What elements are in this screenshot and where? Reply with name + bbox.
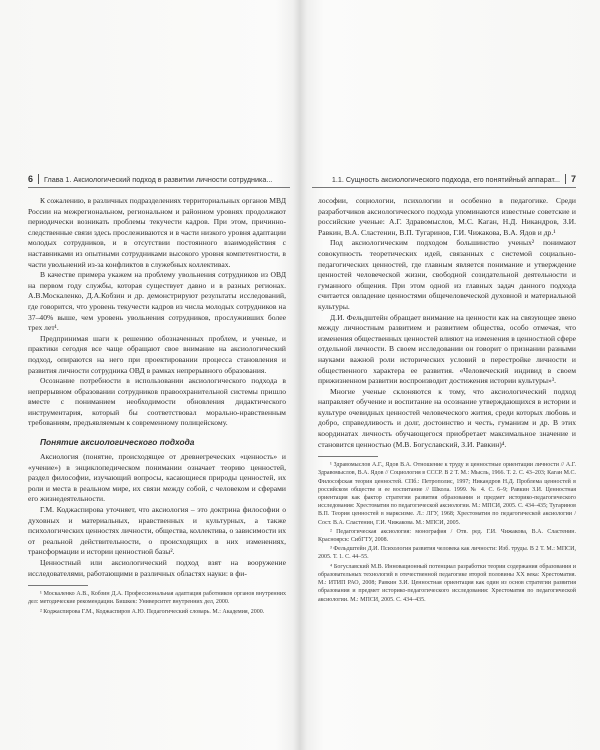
- left-page-body: [28, 196, 286, 617]
- body-paragraph: В качестве примера укажем на проблему увольнения сотрудников из ОВД на первом году службы, которая существует давно и в разных регионах. А.В.Москаленко, Д.А.Кобзин и др. демонстрируют результаты исследований, где говорится, что уровень текучести кадров из числа молодых сотрудников на 37–40% выше, чем уровень увольнения сотрудников, прослуживших более трех лет¹.: [28, 270, 286, 333]
- footnote-rule: [318, 456, 378, 457]
- footnote: ² Коджаспирова Г.М., Коджаспиров А.Ю. Педагогический словарь. М.: Академия, 2000.: [40, 608, 265, 615]
- footnote-rule: [28, 585, 88, 586]
- body-paragraph: Ценностный или аксиологический подход взят на вооружение исследователями, работающими в различных областях науки: в фи-: [28, 558, 286, 578]
- page-number-left: 6: [28, 174, 34, 184]
- body-paragraph: лософии, социологии, психологии и особенно в педагогике. Среди разработчиков аксиологического подхода упоминаются известные советские и российские ученые: А.Г. Здравомыслов, М.С. Каган, Н.Д. Никандров, З.И. Равкин, В.А. Сластенин, В.П. Тугаринов, Г.И. Чижакова, В.А. Ядов и др.¹: [318, 196, 576, 237]
- body-paragraph: К сожалению, в различных подразделениях территориальных органов МВД России на межрегиональном, региональном и районном уровнях продолжают периодически возникать проблемы текучести кадров. При этом, причинно-следственные связи здесь прослеживаются и в части низкого уровня адаптации молодых сотрудников, и в отсутствии постоянного взаимодействия с наставниками из опытными сотрудниками высокого уровня компетентности, в части увольнений из-за конфликтов в служебных коллективах.: [28, 196, 286, 269]
- left-page: [28, 178, 286, 740]
- running-head-title-left: Глава 1. Аксиологический подход в развитии личности сотрудника...: [44, 174, 273, 184]
- body-paragraph: Предпринимая шаги к решению обозначенных проблем, и ученые, и практики сегодня все чаще обращают свое внимание на аксиологический подход, опираются на него при проектировании процесса становления и развития личности сотрудника ОВД в рамках непрерывного образования.: [28, 333, 286, 375]
- footnote: ³ Фельдштейн Д.И. Психология развития человека как личности: Изб. труды. В 2 Т. М.: МПСИ, 2005. Т. 1. С. 44–55.: [318, 546, 576, 561]
- body-paragraph: Г.М. Коджаспирова уточняет, что аксиология – это доктрина философии о духовных и материальных, нравственных и культурных, а также психологических ценностях личности, общества, коллектива, о зависимости их от реальной действительности, о происходящих в них изменениях, трансформации и истории ценностной базы².: [28, 505, 286, 557]
- right-page-body: [318, 196, 576, 605]
- right-page: [318, 178, 576, 740]
- body-paragraph: Многие ученые склоняются к тому, что аксиологический подход направляет обучение и воспитание на осознание утверждающихся в истории и культуре очевидных ценностей человеческого жития, среди которых любовь и добро, справедливость и долг, достоинство и честь, гуманизм и др. В этих координатах личность обучающегося приобретает максимальное значение и становится ценностью (М.В. Богуславский, З.И. Равкин)⁴.: [318, 386, 576, 449]
- body-paragraph: Аксиология (понятие, происходящее от древнегреческих «ценность» и «учение») в энциклопедическом понимании означает теорию ценностей, раздел философии, изучающий вопросы, касающиеся природы ценностей, их роли и места в реальном мире, их связи между собой, с человеком и сферами его жизнедеятельности.: [28, 452, 286, 504]
- running-head-title-right: 1.1. Сущность аксиологического подхода, его понятийный аппарат...: [331, 174, 560, 184]
- body-paragraph: Д.И. Фельдштейн обращает внимание на ценности как на связующее звено между личностным развитием и развитием общества, особо отмечая, что изменения общественных ценностей влияют на изменения в ценностной сфере отдельной личности. В своем исследовании он говорит о признании разными науками важной роли исторических условий в перестройке личности и общественного характера ее развития. «Человеческий индивид в своем прижизненном развитии воспроизводит достижения истории культуры»³.: [318, 312, 576, 386]
- body-paragraph: Осознание потребности в использовании аксиологического подхода в непрерывном образовании сотрудников правоохранительной системы пришло вместе с пониманием необходимости обновления дидактического инструментария, который бы соответствовал морально-нравственным требованиям, предъявляемым к современному полицейскому.: [28, 376, 286, 428]
- footnote: ¹ Москаленко А.В., Кобзин Д.А. Профессиональная адаптация работников органов внутренних дел: методические рекомендации. Бишкек: Университет внутренних дел, 2000.: [28, 591, 286, 606]
- book-gutter: [293, 0, 307, 750]
- footnote: ⁴ Богуславский М.В. Инновационный потенциал разработки теории содержания образования и образовательных технологий в отечественной педагогике второй половины XX века: Хрестоматия. М.: ИТИП РАО, 2008; Равкин З.И. Ценностная ориентация как один из основ стратегии развития образования и предмет историко-педагогического исследования: Хрестоматия по педагогической аксиологии. М.: МПСИ, 2005. С. 434–435.: [318, 563, 576, 603]
- footnote: ¹ Здравомыслов А.Г., Ядов В.А. Отношение к труду и ценностные ориентации личности // А.Г. Здравомыслов, В.А. Ядов // Социология в СССР. В 2 Т. М.: Мысль, 1966. Т. 2. С. 43–203; Каган М.С. Философская теория ценностей. СПб.: Петрополис, 1997; Никандров Н.Д. Проблема ценностей в российском обществе и ее воспитание // Школа. 1999. № 4. С. 6–9; Равкин З.И. Ценностная ориентация как фактор стратегии развития образования и предмет историко-педагогического исследования: Хрестоматия по педагогической аксиологии. М.: МПСИ, 2005. С. 434–435; Тугаринов В.П. Теория ценностей в марксизме. Л.: ЛГУ, 1968; Хрестоматия по педагогической аксиологии / Сост. В.А. Сластенин, Г.И. Чижакова. М.: МПСИ, 2005.: [318, 462, 576, 526]
- footnote: ² Педагогическая аксиология: монография / Отв. ред. Г.И. Чижакова, В.А. Сластенин. Красноярск: СибГТУ, 2008.: [318, 528, 576, 544]
- page-number-right: 7: [570, 174, 576, 184]
- body-paragraph: Под аксиологическим подходом большинство ученых² понимают совокупность теоретических идей, связанных с системой социально-педагогических ценностей, где главным является понимание и утверждение ценностей человеческой жизни, свободной созидательной деятельности и гуманного общения. При этом одной из главных задач данного подхода считается овладение ценностями общечеловеческой духовной и материальной культуры.: [318, 238, 576, 311]
- section-heading: Понятие аксиологического подхода: [40, 437, 195, 448]
